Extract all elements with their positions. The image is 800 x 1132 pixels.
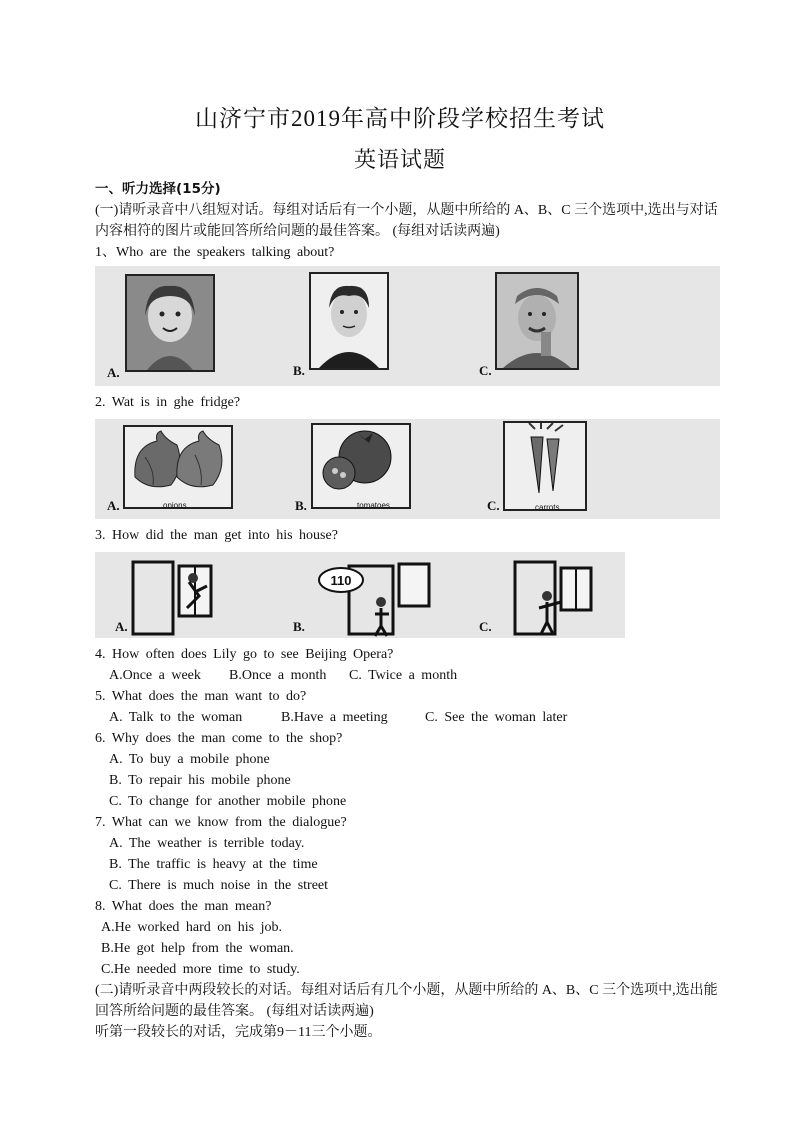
onion-icon: [125, 427, 231, 493]
q8-option-c: C.He needed more time to study.: [101, 962, 300, 977]
question-2: 2. Wat is in ghe fridge?: [95, 395, 241, 410]
question-4: 4. How often does Lily go to see Beijing Opera?: [95, 647, 394, 662]
q4-options: [95, 665, 720, 686]
q4-option-c: C. Twice a month: [349, 668, 458, 683]
house-scenes: [95, 552, 625, 638]
exam-content: [95, 179, 720, 1043]
q3-picture-strip: [95, 552, 625, 638]
young-man-photo: [309, 272, 389, 370]
carrot-picture: [503, 421, 587, 511]
tomato-picture: [311, 423, 411, 509]
q2-option-b: B.: [295, 498, 307, 513]
tomato-caption: tomatoes: [357, 501, 390, 510]
q7-option-a: A. The weather is terrible today.: [109, 836, 305, 851]
q8-option-b: B.He got help from the woman.: [101, 941, 294, 956]
scene-a-climb-window-icon: [133, 562, 211, 634]
old-man-photo: [495, 272, 579, 370]
q1-option-c: C.: [479, 363, 492, 378]
q4-option-b: B.Once a month: [229, 668, 327, 683]
q2-option-c: C.: [487, 498, 500, 513]
q6-option-c: C. To change for another mobile phone: [109, 794, 347, 809]
question-5: 5. What does the man want to do?: [95, 689, 307, 704]
question-7: 7. What can we know from the dialogue?: [95, 815, 347, 830]
man-icon: [311, 274, 387, 368]
q3-option-a: A.: [115, 619, 128, 634]
part1-instructions: (一)请听录音中八组短对话。每组对话后有一个小题，从题中所给的 A、B、C 三个选项中,选出与对话内容相符的图片或能回答所给问题的最佳答案。 (每组对话读两遍): [95, 203, 718, 239]
onion-picture: [123, 425, 233, 509]
tomato-icon: [313, 425, 409, 493]
onion-caption: onions: [163, 501, 187, 510]
part2-subinstructions: 听第一段较长的对话，完成第9－11三个小题。: [95, 1025, 382, 1040]
q3-option-b: B.: [293, 619, 305, 634]
question-6: 6. Why does the man come to the shop?: [95, 731, 343, 746]
question-1: 1、Who are the speakers talking about?: [95, 245, 335, 260]
q7-option-b: B. The traffic is heavy at the time: [109, 857, 318, 872]
carrot-icon: [505, 423, 585, 495]
page-subtitle: 英语试题: [353, 147, 446, 172]
q6-option-a: A. To buy a mobile phone: [109, 752, 270, 767]
girl-icon: [127, 276, 213, 370]
section-heading: 一、听力选择(15分): [95, 181, 221, 197]
q8-option-a: A.He worked hard on his job.: [101, 920, 283, 935]
q2-picture-strip: [95, 419, 720, 519]
q4-option-a: A.Once a week: [109, 668, 201, 683]
q1-option-a: A.: [107, 365, 120, 380]
q3-option-c: C.: [479, 619, 492, 634]
old-man-icon: [497, 274, 577, 368]
police-number-sign: 110: [330, 573, 352, 588]
q5-option-c: C. See the woman later: [425, 710, 568, 725]
q2-option-a: A.: [107, 498, 120, 513]
q7-option-c: C. There is much noise in the street: [109, 878, 329, 893]
q5-option-a: A. Talk to the woman: [109, 710, 243, 725]
q1-picture-strip: [95, 266, 720, 386]
question-3: 3. How did the man get into his house?: [95, 528, 338, 543]
carrot-caption: carrots: [535, 503, 560, 512]
q6-option-b: B. To repair his mobile phone: [109, 773, 291, 788]
q1-option-b: B.: [293, 363, 305, 378]
scene-c-window-icon: [515, 562, 591, 634]
part2-instructions: (二)请听录音中两段较长的对话。每组对话后有几个小题，从题中所给的 A、B、C 三个选项中,选出能回答所给问题的最佳答案。 (每组对话读两遍): [95, 983, 718, 1019]
q5-option-b: B.Have a meeting: [281, 710, 388, 725]
page-title: 山济宁市2019年高中阶段学校招生考试: [195, 106, 605, 131]
question-8: 8. What does the man mean?: [95, 899, 272, 914]
girl-photo: [125, 274, 215, 372]
q5-options: [95, 707, 720, 728]
